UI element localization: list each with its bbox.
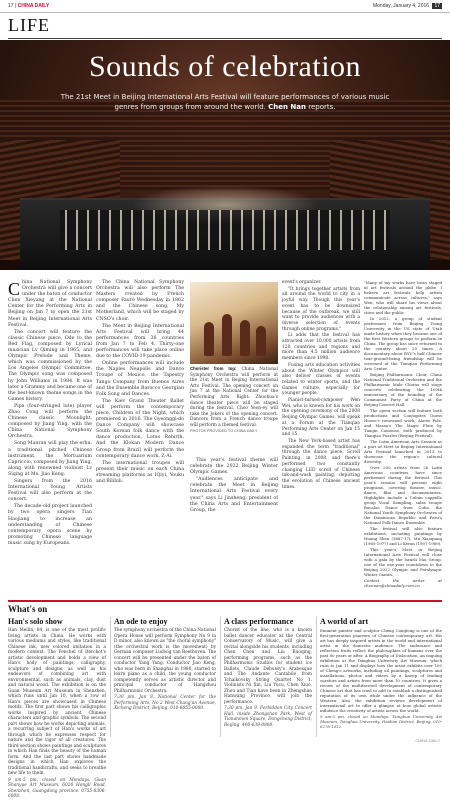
article-paragraph: Singers from the 2016 International Young Artists Festival will also perform at the concert. xyxy=(8,479,92,503)
article-photo-performers xyxy=(190,282,278,364)
performer-figure xyxy=(256,326,266,356)
date-text: Monday, January 4, 2016 xyxy=(372,3,430,9)
whats-on-item-body: Han Meilin, 84, is one of the most prolific living artists in China. He works with various mediums and styles, like traditional Chinese ink, new colored imitation in a modern context. The Fenchel of Iterchot's artistic development and holds a view of Han's body of paintings, calligraphy, sculpture and designs, as well as his endeavors of combining art with environmental, such as animals, clay, dust and natural wood. The exhibition is on the Guan Museum Art Museum in Shenzhen, which runs until Jan 10, when a row of Han's pieces are showcased in Chinese motifs. The first part shows his calligraphic works inspired by ancient Chinese characters and graphic symbols. The second part shows how he works depicting animals, a recurring subject of Han's works of art through which he expresses respect for nature and the vigor of all creatures. The third section shows paintings and sculptures in which Han finds the beauty of the human form. And the last part shows handmade designs in which Han explores the traditional handicrafts, and seeks to breathe new life to them. xyxy=(8,628,106,776)
whats-on-item-body: The symphony orchestra of the China National Opera House will perform Symphony No 9 in D minor, also known as "the choral symphony" (the orchestral work is the movement) by German composer Ludwig van Beethoven. The concert will be presented under the baton of conductor Yang Yang. Conductor Jiao Keng, who was born in Shanghai in 1980, started to learn piano as a child, the young conductor competently serves as artistic director and principal conductor of Hangzhou Philharmonic Orchestra. xyxy=(114,628,217,694)
whats-on-item-title: A class performance xyxy=(224,617,294,626)
article-column-2 xyxy=(96,280,184,486)
masthead: 17 | CHINA DAILY xyxy=(8,3,50,9)
performer-figure xyxy=(222,314,232,356)
performer-figure xyxy=(204,322,214,356)
column-divider xyxy=(220,617,221,737)
reporter-name: Chen Nan xyxy=(268,103,306,111)
standfirst xyxy=(60,92,390,112)
article-paragraph: Over 200 artists from 26 Latin American countries have since performed during the festival. This year's session will present eight programs, covering theater, music, dance, film and documentaries. Highlights include a Cuban cappella group Vocal Sampling, salsa troupe Bacalao Dance from Cuba, the National Youth Symphony Orchestra of the Dominican Republic and Peru's National Folk Dance Ensemble. xyxy=(364,465,442,525)
photo-credit: PHOTOS PROVIDED TO CHINA DAILY xyxy=(190,428,258,433)
article-paragraph: In 2012, a group of student performers from Beijing Tsong University in the US state of Utah made history when they became one of the first Western groups to perform in China. The group has since returned to the country about 20 times. A documentary about BYU's half Chinese tour-ground-being friendship will be screened at the Tianqiao Performing Arts Center. xyxy=(364,316,442,371)
article-paragraph: The Kiev Grand Theater Ballet will perform the contemporary piece, Children of the Night, which premiered in 2016. The Gyeonggi-do Dance Company will showcase South Korean folk dance with the dance production, Lotus Rebirth. And the Klokan Modern Dance Group from Brazil will perform the contemporary dance work, Z-Ai. xyxy=(96,398,184,459)
page-header-bar xyxy=(0,0,450,13)
whats-on-title: What's on xyxy=(8,604,48,614)
page-date xyxy=(373,3,442,9)
section-title: LIFE xyxy=(8,15,50,35)
article-paragraph: The concert will feature the classic Chinese piece, Ode to the Red Flag, composed by Lyrical musician Lv Qiming in 1965, and Olympic Prelude and Theme, which was commissioned by the Los Angeles Olympic Committee. The Olympic song was composed by John Williams in 1984. It was later a Grammy and became one of the best-known theme songs in the Games history. xyxy=(8,329,92,402)
whats-on-item-title: A world of art xyxy=(320,617,369,626)
section-divider xyxy=(8,38,442,39)
article-column-1 xyxy=(8,280,92,548)
caption-lead: Chorister from top: xyxy=(190,366,237,371)
page-number: 17 xyxy=(8,3,14,9)
article-column-3 xyxy=(190,458,278,515)
article-paragraph: The international troupes will present their music on each China streaming platforms as IQiyi, Youku and Bilibili. xyxy=(96,460,184,484)
article-paragraph: Song Manran will play the erhu, a traditional pitched Chinese instrument, the Mortuarium Capriccio, composed by Jiang Ying, along with renowned violinist Lv Siqing at Ms. Jiao Keng. xyxy=(8,441,92,477)
photo-caption xyxy=(190,366,278,434)
article-paragraph: Online performances will include the Naples Neapolis and Dance Troupe of Mexico, the Tapestry Tango Company from Buenos Aires and the Ensemble Barocco Georgian Folk Song and Dances. xyxy=(96,361,184,397)
article-paragraph: Fusing arts education activities about the Winter Olympics will also deliver classes of events related to winter sports, and the Games culture, especially for younger people. xyxy=(282,362,360,397)
article-paragraph: The China National Symphony Orchestra will also perform The Masters created by French composer Fauré Wednesday in 1862 and the Chinese song, My Motherland, which will be staged by CNSO's choir. xyxy=(96,280,184,322)
standfirst-suffix: reports. xyxy=(308,103,336,111)
article-paragraph: This year's festival theme will celebrate the 2022 Beijing Winter Olympic Games. xyxy=(190,458,278,476)
performer-figure xyxy=(240,320,250,356)
article-paragraph: The decade-old project launched by two opera singers Tian Haojiang to increase an understanding of Chinese contemporary opera scene by promoting Chinese language music sung by Europeans. xyxy=(8,504,92,546)
page-number-badge: 17 xyxy=(434,3,440,9)
whats-on-item-info: 9 am-5 pm, closed on Mondays. Guan Shanyue Art Museum, 6026 Hongli Road, Shenzhen, Guangdong province. 0755-8306-6008. xyxy=(8,777,106,799)
article-paragraph: The New York-based artist has expanded the term "traditional" through the dance piece, Scroll Painting, in 2008, and there's performed two constantly changing LED scroll of Chinese ink-and-wash painting, depicting the evolution of Chinese ancient times. xyxy=(282,438,360,490)
article-paragraph: event's organizer. xyxy=(282,280,322,285)
drop-cap: C xyxy=(8,279,21,299)
whats-on-item xyxy=(8,617,106,801)
footer-brand: CHINA DAILY xyxy=(415,738,440,743)
contact-email[interactable]: chennan@chinadaily.com.cn xyxy=(364,583,420,588)
whats-on-item-body: Chorist of the line, who is a known ballet dancer educator at the Central Conservatory of Music, will give a recital alongside his students, including Chen Chen and Liu Ruoqing, performing programs, such as the Philharmonic Studios for student ice Ballets, Claude Debussy's Arabesque and The Andante Cantabile from Tchaikovsky String Quartet No 1. Violinists Ni Xin, Liu Yucu, Chen Xiuo, Zhou and Tian have been in Zhengshan Hanwang Province, will join the performance. xyxy=(224,628,312,705)
whats-on-item-title: Han's solo show xyxy=(8,617,63,626)
whats-on-item xyxy=(224,617,312,729)
whats-on-item-info: 7:30 pm, Jan 8. National Center for the Performing Arts, No 2 West Chang'an Avenue, Xicheng District, Beijing. 010-6655-0000. xyxy=(114,695,216,711)
whats-on-item-title: An ode to enjoy xyxy=(114,617,168,626)
article-paragraph: The opera section will feature both productions and Conjugates Guess House's renowned work, Alarm Pole, and Massa's The Magic Flute by Tianjin Comeuse, both produced by Tianqiao Puzzles (Beijing Festival). xyxy=(364,408,442,438)
whats-on-item-info: 7:30 pm, Jan 9. Forbidden City Concert Hall, inside Zhongshan Park, West of Tiananmen Square, Dongcheng District, Beijing. 400-638-0808. xyxy=(224,706,312,728)
paper-name: CHINA DAILY xyxy=(17,3,50,9)
article-paragraph: "Audiences anticipate and celebrate the Meet in Beijing International Arts Festival every year," says Li Jinsheng, president of the China Arts and Entertainment Group, the xyxy=(190,477,278,513)
article-paragraph: Pipa (four-stringed lute) player Zhao Cong will perform the Chinese classic Moonlight, composed by Jiang Ying, with the China National Symphony Orchestra. xyxy=(8,403,92,440)
article-paragraph: Li adds that the festival has attracted over 10,000 artists from 120 countries and regions and more than 4.5 million audience members since 1998. xyxy=(282,333,360,362)
column-divider xyxy=(316,617,317,737)
whats-on-item-info: 9 am-5 pm, closed on Mondays. Tsinghua University Art Museum, Tsinghua University, Haidian District, Beijing. 010-6278-1012. xyxy=(320,714,442,729)
article-paragraph: This year's Meet in Beijing International Arts Festival will close with a gala by the Israeli Mai Group, one of the one-year countdown to the Beijing 2022 Olympic and Paralympic Winter Games. xyxy=(364,547,442,577)
article-paragraph: The Meet in Beijing International Arts Festival will bring 44 performances from 36 countries from Jan 7 to Feb 4. Thirty-one performances will take place online due to the COVID-19 pandemic. xyxy=(96,323,184,360)
article-paragraph: "Many of my works have been staged at art festivals around the globe. I believe art festivals help artists communicate across cultures," says Wen, who will share his views about the relationship among art festivals, cities and the public. xyxy=(364,280,442,315)
whats-on-item xyxy=(114,617,216,713)
contact-line: Contact the writer at chennan@chinadaily.com.cn xyxy=(364,578,442,588)
article-paragraph: China National Symphony Orchestra will give a concert under the baton of conductor Chen Xieyang at the National Center for the Performing Arts in Beijing on Jan 7 to open the 21st Meet in Beijing International Arts Festival. xyxy=(8,279,92,328)
caption-text: China National Symphony Orchestra will perform at the 21st Meet in Beijing International Arts Festival. The opening concert on Jan 7 at the National Center for the Performing Arts. Right: Zhuohua's dance theater piece will be staged during the festival. Choo Yeon-ey will take the Jokers of the opening concert. Dancers from a French dance troupe will perform a themed festival. xyxy=(190,367,278,428)
orchestra xyxy=(60,210,390,250)
article-column-4 xyxy=(282,280,360,491)
whats-on-item-body: Eminent painter and sculptor Cheng Conglong is one of the first-generation pioneers of Chinese contemporary art. His art has deeply inspired artists in the world and international artist in the domestic audience. The endurance and reflection fruits reflect the philosophies of humans over the past 80 years or after. A Biography of Dislocation, an ongoing exhibition at the Tsinghua University Art Museum, which runs to Jan 11 and displays how the artist exhibits over 100 of Cheng's artworks, including oil paintings, sculptures and installations, photos and videos by a lineup of leading curators and artists from more than 10 countries. It gives a review of the multifaceted development of contemporary Chinese art that has tried to add to establish a distinguished reputation of its own while under the influence of the Western. Also, the exhibition reviews development of international art to offer a glimpse at how global artistic influence the creativity of artists across the world. xyxy=(320,628,442,713)
article-paragraph: Beijing Philharmonic Choir, China National Traditional Orchestra and the Philharmonic Male Chorus will stage concerts celebrating the 100th anniversary of the founding of the Communist Party of China at the Beijing Concert Hall. xyxy=(364,372,442,407)
column-divider xyxy=(110,617,111,737)
article-paragraph: The Latin American Arts Session as a part of Meet in Beijing International Arts Festival launched in 2013 to showcase the region's cultural diversity. xyxy=(364,439,442,464)
standfirst-text: The 21st Meet in Beijing International Arts Festival will feature performances of various music genres from groups from around the world. xyxy=(60,93,390,111)
whats-on-item xyxy=(320,617,442,730)
whats-on-divider xyxy=(8,600,442,602)
article-paragraph: "It brings together artists from all around the world to city in a joyful way. Though this year's event has to be downsized because of the outbreak, we still want to provide audiences with a diverse selection of events through online programs." xyxy=(282,286,360,332)
headline: Sounds of celebration xyxy=(88,50,362,83)
article-paragraph: The festival will also feature exhibitions, including paintings by Huang Shen (1687-1?), Mu Xiaoqiang (1965-1977) and Li Keran (1907-1989). xyxy=(364,526,442,546)
article-paragraph: Pianist-turned-composer Wen Wei, who is known for his work on the opening ceremony of the 2008 Beijing Olympic Games, will speak at a Forum at the Tianqiao Performing Arts Center on Jan 15 and 15. xyxy=(282,398,360,438)
article-column-5 xyxy=(364,280,442,589)
